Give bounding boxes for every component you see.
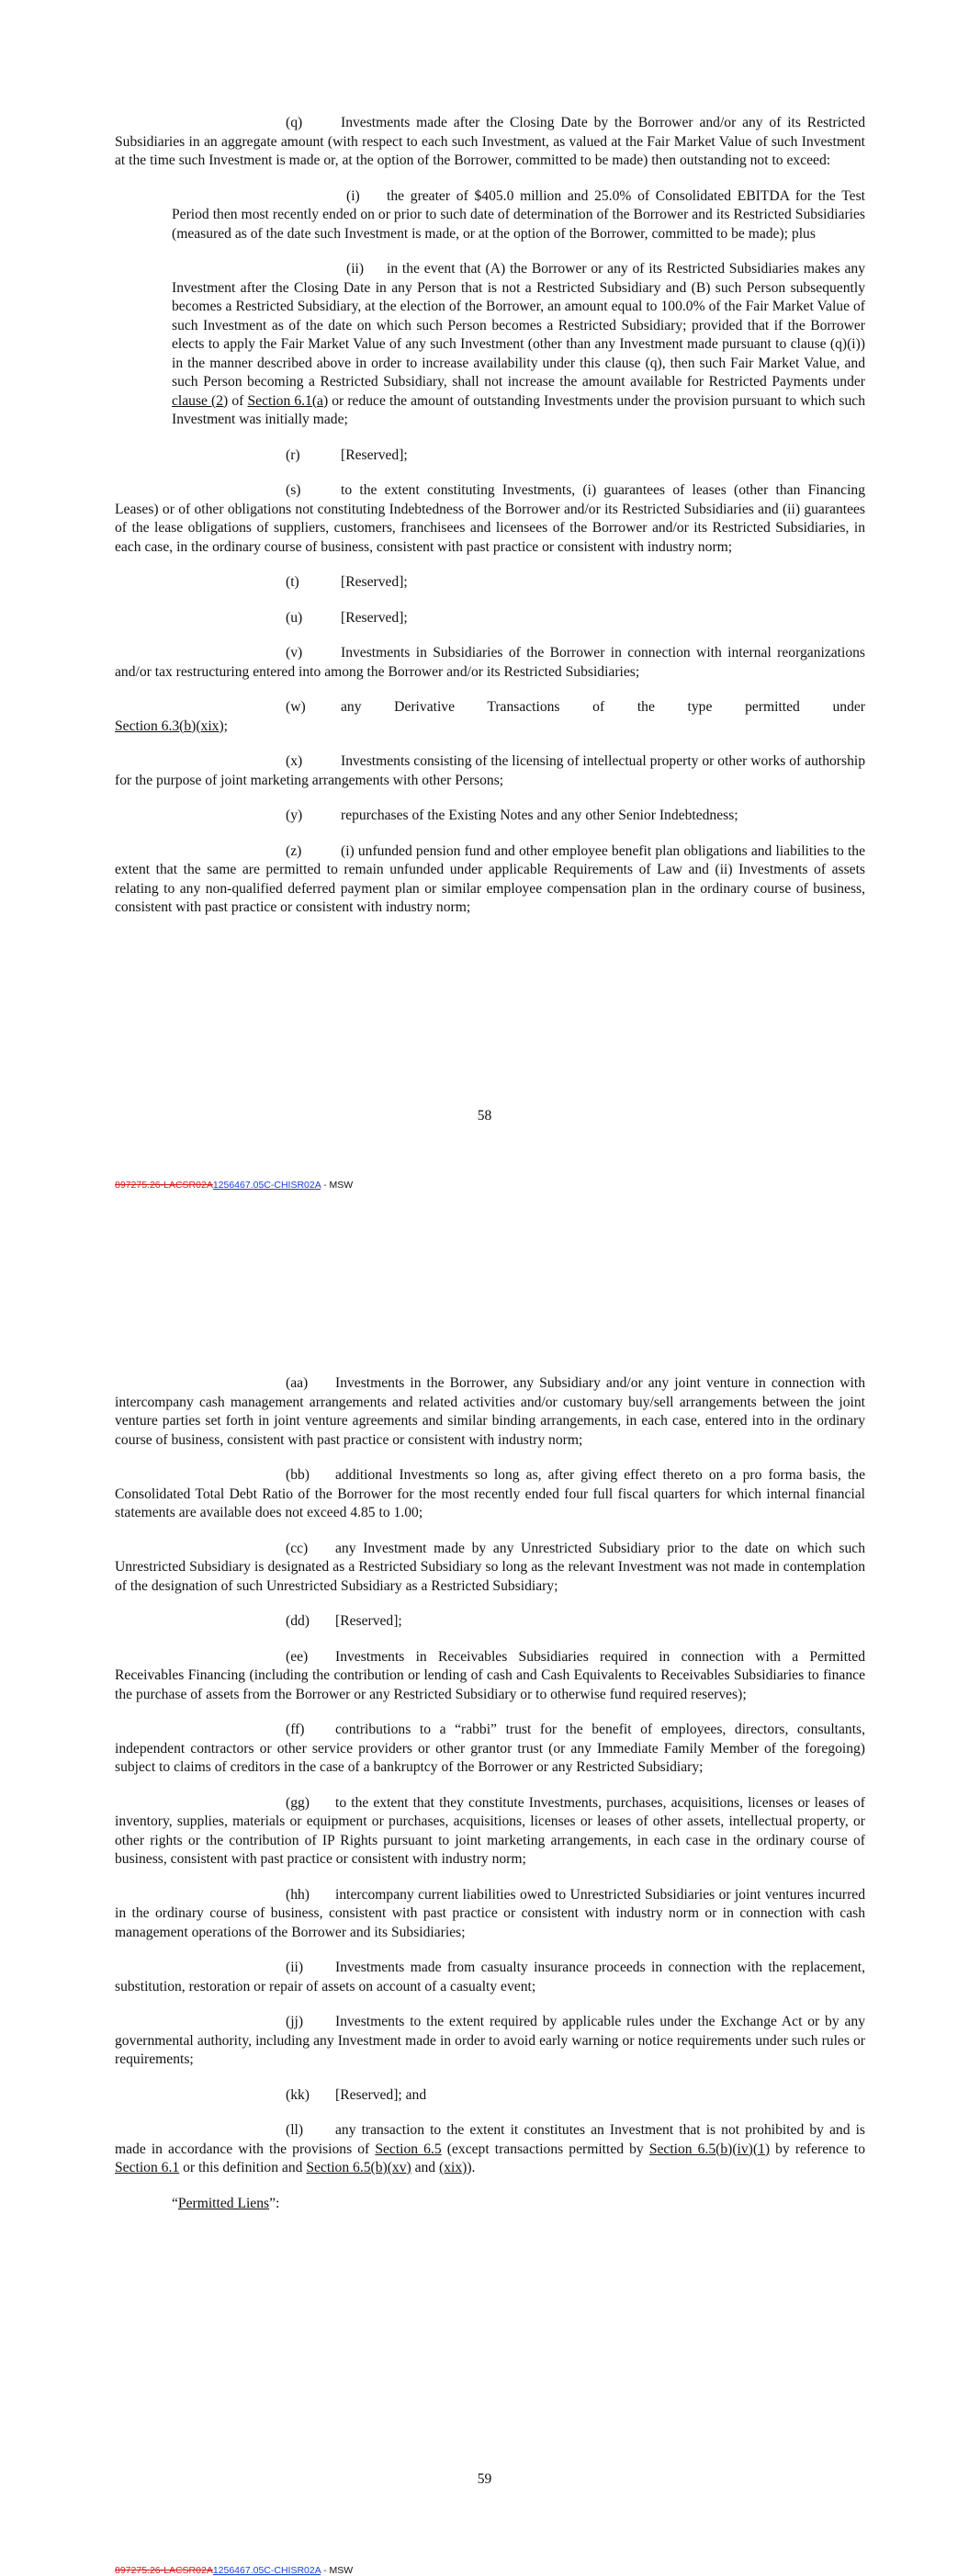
clause-text: [Reserved];: [341, 574, 408, 590]
clause-s: [115, 481, 865, 557]
cross-reference-link: Section 6.1(a): [247, 392, 329, 409]
defined-term: Permitted Liens: [177, 2195, 270, 2211]
document-footer: [115, 1180, 353, 1191]
page-59: [0, 1332, 969, 2576]
clause-q: [115, 114, 865, 171]
clause-label: (ee): [286, 1648, 309, 1665]
definition-heading: [115, 2195, 865, 2214]
clause-dd: [115, 1612, 865, 1632]
page-58: [0, 0, 969, 1231]
clause-label: (x): [286, 753, 303, 769]
clause-label: (s): [286, 482, 301, 498]
clause-y: [115, 807, 865, 826]
cross-reference-link: clause (2): [172, 392, 229, 409]
clause-label: (jj): [286, 2014, 304, 2029]
page-number: 59: [477, 2471, 492, 2487]
footer-deleted-id: 897275.26-LACSR02A: [115, 1180, 213, 1191]
clause-text: to the extent that they constitute Investments, purchases, acquisitions, licenses or leases of inventory, supplies, materials or equipment or purchases, acquisitions, licenses or leases of other assets, intellectual property, or other rights or the contribution of IP Rights pursuant to joint marketing arrangements, in each case in the ordinary course of business, consistent with past practice or consistent with industry norm;: [115, 1794, 865, 1867]
clause-ll: [115, 2121, 865, 2178]
clause-text: the greater of $405.0 million and 25.0% of Consolidated EBITDA for the Test Period then most recently ended on or prior to such date of determination of the Borrower and its Restricted Subsidiaries (measured as of the date such Investment is made, or at the option of the Borrower, committed to be made); plus: [172, 187, 865, 242]
clause-u: [115, 609, 865, 628]
clause-text: any transaction to the extent it constitutes an Investment that is not prohibited by and is made in accordance with the provisions of: [115, 2122, 865, 2157]
clause-text: Investments in Subsidiaries of the Borrower in connection with internal reorganizations and/or tax restructuring entered into among the Borrower and/or its Restricted Subsidiaries;: [115, 645, 865, 680]
clause-z: [115, 842, 865, 918]
clause-text: Investments consisting of the licensing of intellectual property or other works of authorship for the purpose of joint marketing arrangements with other Persons;: [115, 753, 865, 788]
clause-text: [Reserved];: [341, 446, 408, 463]
cross-reference-link: Section 6.3(b)(xix): [115, 717, 224, 734]
footer-separator: -: [321, 2565, 330, 2576]
clause-text: Investments made from casualty insurance proceeds in connection with the replacement, substitution, restoration or repair of assets on account of a casualty event;: [115, 1960, 865, 1994]
cross-reference-link: (xix): [439, 2160, 468, 2175]
clause-text: or reduce the amount of outstanding Investments under the provision pursuant to which such Investment was initially made;: [172, 392, 865, 427]
clause-w-continued: [115, 717, 865, 737]
clause-label: (ii): [286, 1960, 304, 1975]
clause-label: (hh): [286, 1886, 310, 1903]
clause-label: (ff): [286, 1722, 305, 1737]
clause-label: (gg): [286, 1794, 310, 1811]
clause-hh: [115, 1886, 865, 1943]
clause-label: (aa): [286, 1375, 309, 1391]
clause-label: (u): [286, 609, 303, 626]
clause-text: and: [414, 2160, 436, 2175]
clause-label: (t): [286, 574, 299, 590]
clause-r: [115, 446, 865, 466]
clause-label: (bb): [286, 1467, 310, 1483]
clause-text: (except transactions permitted by: [446, 2141, 644, 2157]
clause-text: [Reserved]; and: [335, 2086, 427, 2103]
clause-label: (ll): [286, 2122, 304, 2138]
clause-text: of: [231, 392, 244, 409]
quote-close: ”:: [269, 2195, 280, 2211]
clause-text: ).: [467, 2160, 476, 2175]
clause-text: contributions to a “rabbi” trust for the benefit of employees, directors, consultants, independent contractors or other service providers or other grantor trust (or any Immediate Family Member of the foregoing) subject to claims of creditors in the case of a bankruptcy of the Borrower or any Restricted Subsidiary;: [115, 1722, 865, 1775]
clause-text: [Reserved];: [341, 609, 408, 626]
clause-label: (w): [286, 699, 306, 715]
clause-text: to the extent constituting Investments, (i) guarantees of leases (other than Financing Leases) or of other obligations not constituting Indebtedness of the Borrower and/or its Restricted Subsidiaries and (ii) guarantees of the lease obligations of suppliers, customers, franchisees and licensees of the Borrower and/or its Restricted Subsidiaries, in each case, in the ordinary course of business, consistent with past practice or consistent with industry norm;: [115, 482, 865, 555]
clause-text: Investments in the Borrower, any Subsidiary and/or any joint venture in connection with intercompany cash management arrangements and related activities and/or customary buy/sell arrangements between the joint venture parties set forth in joint venture agreements and similar binding arrangements, in each case, entered into in the ordinary course of business, consistent with past practice or consistent with industry norm;: [115, 1375, 865, 1448]
clause-text: Investments in Receivables Subsidiaries required in connection with a Permitted Receivables Financing (including the contribution or lending of cash and Cash Equivalents to Receivables Subsidiaries to finance the purchase of assets from the Borrower or any Restricted Subsidiary or to otherwise fund required reserves);: [115, 1648, 865, 1702]
clause-gg: [115, 1794, 865, 1870]
clause-label: (r): [286, 446, 300, 463]
clause-label: (ii): [346, 261, 365, 277]
clause-ii: [115, 1959, 865, 1996]
clause-label: (i): [346, 187, 360, 204]
clause-bb: [115, 1466, 865, 1523]
clause-cc: [115, 1540, 865, 1597]
clause-x: [115, 752, 865, 790]
clause-text: repurchases of the Existing Notes and any other Senior Indebtedness;: [341, 808, 738, 823]
clause-w: [115, 698, 865, 717]
clause-aa: [115, 1374, 865, 1450]
page-59-body: [115, 1374, 865, 2213]
quote-open: “: [172, 2195, 178, 2211]
clause-label: (y): [286, 808, 303, 823]
page-58-body: [115, 114, 865, 934]
clause-label: (kk): [286, 2086, 310, 2103]
document-footer: [115, 2565, 353, 2576]
cross-reference-link: Section 6.5: [375, 2141, 442, 2157]
clause-text: [Reserved];: [335, 1613, 402, 1629]
clause-text: any Investment made by any Unrestricted Subsidiary prior to the date on which such Unrestricted Subsidiary is designated as a Restricted Subsidiary so long as the relevant Investment was not made in contemplation of the designation of such Unrestricted Subsidiary as a Restricted Subsidiary;: [115, 1540, 865, 1594]
clause-q-ii: [115, 260, 865, 430]
footer-suffix: MSW: [329, 1180, 354, 1191]
page-number: 58: [477, 1108, 492, 1124]
footer-inserted-id: 1256467.05C-CHISR02A: [212, 1180, 321, 1191]
clause-text: additional Investments so long as, after giving effect thereto on a pro forma basis, the Consolidated Total Debt Ratio of the Borrower for the most recently ended four full fiscal quarters for which internal financial statements are available does not exceed 4.85 to 1.00;: [115, 1467, 865, 1520]
clause-jj: [115, 2013, 865, 2070]
footer-separator: -: [321, 1180, 330, 1191]
cross-reference-link: Section 6.5(b)(iv)(1): [648, 2141, 771, 2157]
clause-text: by reference to: [775, 2141, 866, 2157]
clause-text: any Derivative Transactions of the type permitted under: [341, 699, 865, 715]
clause-label: (dd): [286, 1613, 310, 1629]
footer-suffix: MSW: [329, 2565, 354, 2576]
clause-t: [115, 573, 865, 593]
clause-q-i: [115, 187, 865, 244]
clause-text: Investments made after the Closing Date by the Borrower and/or any of its Restricted Subsidiaries in an aggregate amount (with respect to each such Investment, as valued at the Fair Market Value of such Investment at the time such Investment is made or, at the option of the Borrower, committed to be made) then outstanding not to exceed:: [115, 115, 865, 168]
clause-text: intercompany current liabilities owed to Unrestricted Subsidiaries or joint ventures incurred in the ordinary course of business, consistent with past practice or consistent with industry norm or in connection with cash management operations of the Borrower and its Subsidiaries;: [115, 1886, 865, 1940]
footer-deleted-id: 897275.26-LACSR02A: [115, 2565, 213, 2576]
clause-label: (z): [286, 842, 302, 859]
clause-text: or this definition and: [183, 2160, 303, 2175]
clause-text: ;: [223, 717, 229, 734]
clause-v: [115, 644, 865, 682]
clause-label: (v): [286, 645, 303, 661]
clause-label: (q): [286, 115, 303, 130]
clause-text: Investments to the extent required by applicable rules under the Exchange Act or by any governmental authority, including any Investment made in order to avoid early warning or notice requirements under such rules or requirements;: [115, 2014, 865, 2067]
clause-text: (i) unfunded pension fund and other employee benefit plan obligations and liabilities to the extent that the same are permitted to remain unfunded under applicable Requirements of Law and (ii) Investments of assets relating to any non-qualified deferred payment plan or similar employee compensation plan in the ordinary course of business, consistent with past practice or consistent with industry norm;: [115, 842, 865, 915]
clause-label: (cc): [286, 1540, 309, 1556]
cross-reference-link: Section 6.5(b)(xv): [306, 2160, 411, 2175]
footer-inserted-id: 1256467.05C-CHISR02A: [212, 2565, 321, 2576]
cross-reference-link: Section 6.1: [115, 2160, 180, 2175]
clause-ff: [115, 1721, 865, 1778]
clause-kk: [115, 2086, 865, 2106]
clause-text: in the event that (A) the Borrower or any of its Restricted Subsidiaries makes any Investment after the Closing Date in any Person that is not a Restricted Subsidiary and (B) such Person subsequently becomes a Restricted Subsidiary, at the election of the Borrower, an amount equal to 100.0% of the Fair Market Value of such Investment as of the date on which such Person becomes a Restricted Subsidiary; provided that if the Borrower elects to apply the Fair Market Value of any such Investment (other than any Investment made pursuant to clause (q)(i)) in the manner described above in order to increase availability under this clause (q), then such Fair Market Value, and such Person becoming a Restricted Subsidiary, shall not increase the amount available for Restricted Payments under: [172, 261, 865, 390]
clause-ee: [115, 1648, 865, 1705]
